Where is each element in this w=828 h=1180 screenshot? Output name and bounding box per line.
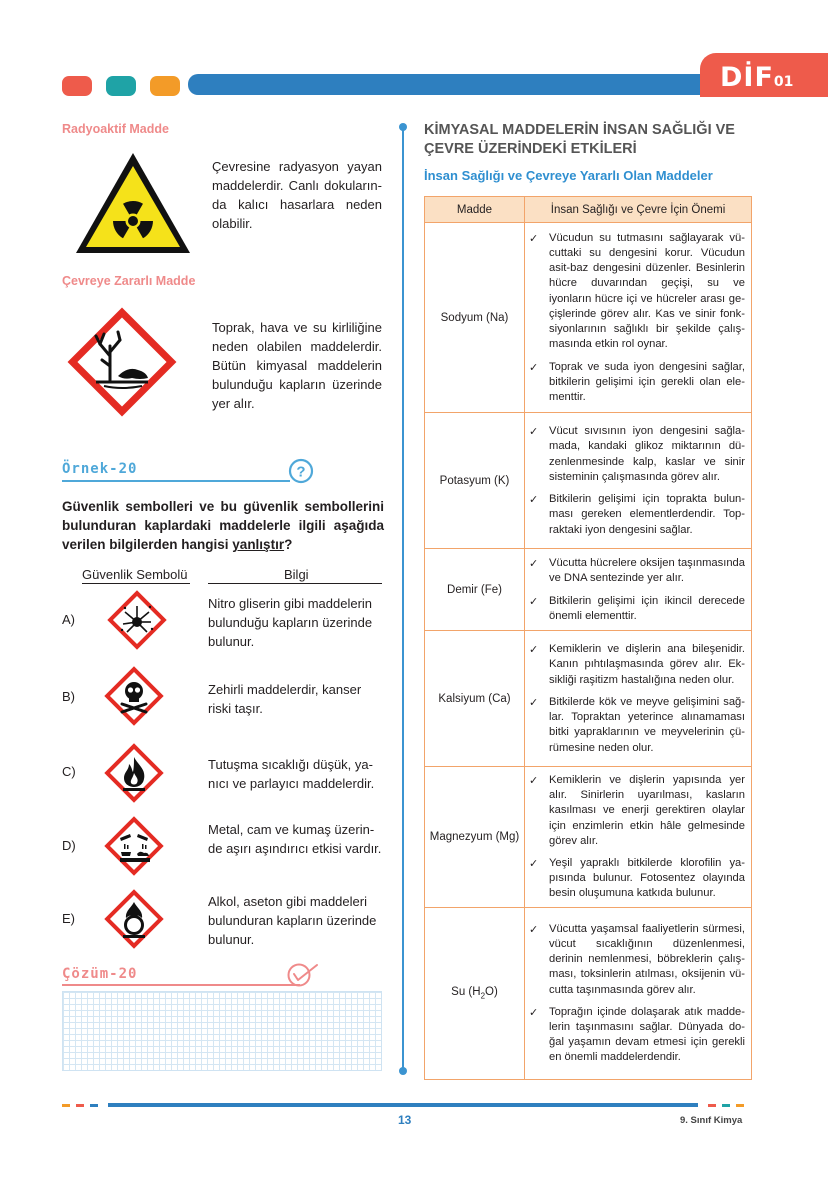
info-cell (525, 631, 752, 767)
footer-dash-red-right (708, 1104, 716, 1107)
item-text: Kemiklerin ve dişlerin yapısında yer alır. Sinirlerin uyarılması, kasların kasılması ve enerji gerektiren olaylar için enzimlerin etkin hâle gelmesinde görev alır. (549, 774, 745, 847)
option-e-text: Alkol, aseton gibi maddeleri bulunduran kapların üzerinde bulunur. (208, 894, 377, 947)
item-text: Toprağın içinde dolaşarak atık maddelerin taşınmasını sağlar. Dünyada doğal yaşamın devam etmesi için gerekli en önemli maddelerdendir. (549, 1005, 745, 1064)
header-square-orange (150, 76, 180, 96)
madde-cell: Potasyum (K) (425, 413, 525, 549)
checkmark-circle-icon (286, 962, 320, 988)
book-title: 9. Sınıf Kimya (680, 1115, 743, 1126)
solution-grid-area (62, 991, 382, 1071)
list-item (529, 360, 745, 406)
info-cell (525, 907, 752, 1079)
option-b-text: Zehirli maddelerdir, kanser riski taşır. (208, 682, 362, 716)
badge-number: 01 (773, 74, 794, 90)
divider-dot-top (399, 123, 407, 131)
option-d-text: Metal, cam ve kumaş üzerinde aşırı aşındırıcı etkisi vardır. (208, 822, 382, 856)
environment-hazard-icon (66, 306, 178, 418)
info-cell (525, 767, 752, 908)
option-e-letter: E) (62, 911, 75, 926)
info-cell (525, 413, 752, 549)
item-text: Toprak ve suda iyon dengesini sağlar, bitkilerin gelişimi için gerekli olan elementtir. (549, 360, 745, 403)
divider-dot-bottom (399, 1067, 407, 1075)
check-icon: ✓ (529, 594, 539, 608)
flame-icon (102, 741, 166, 805)
table-row-kalsiyum (425, 631, 752, 767)
list-item (529, 492, 745, 538)
header-bar (188, 74, 748, 95)
environment-text: Toprak, hava ve su kirliliğine neden olabilen maddelerdir. Bütün kimyasal maddelerin bulunduğu kapların üzerinde yer alır. (212, 320, 382, 411)
table-row-sodyum (425, 223, 752, 413)
list-item (529, 773, 745, 849)
table-row-demir (425, 549, 752, 631)
footer-dash-red (76, 1104, 84, 1107)
list-item (529, 642, 745, 688)
check-icon: ✓ (529, 425, 539, 439)
check-icon: ✓ (529, 231, 539, 245)
list-item (529, 695, 745, 756)
question-mark-icon (288, 458, 314, 484)
header-square-teal (106, 76, 136, 96)
list-item (529, 594, 745, 624)
oxidizer-icon (102, 887, 166, 951)
example-title: Örnek-20 (62, 461, 138, 477)
list-item (529, 231, 745, 353)
radioactive-title: Radyoaktif Madde (62, 122, 169, 136)
madde-cell: Kalsiyum (Ca) (425, 631, 525, 767)
check-icon: ✓ (529, 360, 539, 374)
check-icon: ✓ (529, 643, 539, 657)
footer-dash-blue (90, 1104, 98, 1107)
option-b-letter: B) (62, 689, 75, 704)
list-item (529, 1005, 745, 1066)
header-madde: Madde (425, 197, 525, 223)
column-header-info-line (208, 583, 382, 584)
footer-line (108, 1103, 698, 1107)
corrosive-icon (102, 814, 166, 878)
madde-cell (425, 907, 525, 1079)
madde-cell: Demir (Fe) (425, 549, 525, 631)
check-icon: ✓ (529, 493, 539, 507)
solution-underline (62, 984, 300, 986)
madde-su-pre: Su (H (451, 985, 481, 998)
option-c-text: Tutuşma sıcaklığı düşük, yanıcı ve parlayıcı maddelerdir. (208, 757, 375, 791)
environment-title: Çevreye Zararlı Madde (62, 274, 196, 288)
info-cell (525, 223, 752, 413)
madde-su-post: O) (485, 985, 498, 998)
header-onem: İnsan Sağlığı ve Çevre İçin Önemi (525, 197, 752, 223)
header-square-red (62, 76, 92, 96)
question-text (62, 497, 384, 554)
check-icon: ✓ (529, 922, 539, 936)
question-emphasis: yanlıştır (232, 537, 285, 552)
table-row-magnezyum (425, 767, 752, 908)
list-item (529, 856, 745, 902)
item-text: Bitkilerin gelişimi için ikincil derecede önemli elementtir. (549, 594, 745, 622)
check-icon: ✓ (529, 774, 539, 787)
page-number: 13 (398, 1113, 412, 1127)
option-d-letter: D) (62, 838, 76, 853)
option-a-letter: A) (62, 612, 75, 627)
section-title: KİMYASAL MADDELERİN İNSAN SAĞLIĞI VE ÇEVRE ÜZERİNDEKİ ETKİLERİ (424, 122, 735, 157)
list-item (529, 424, 745, 485)
madde-su-sub: 2 (480, 991, 486, 1001)
option-a-text: Nitro gliserin gibi maddelerin bulunduğu kapların üzerinde bulunur. (208, 596, 373, 649)
column-header-symbol: Güvenlik Sembolü (82, 567, 188, 582)
solution-title: Çözüm-20 (62, 966, 138, 982)
item-text: Vücut sıvısının iyon dengesini sağlamada, kandaki glikoz miktarının düzenlenmesinde kalp, kaslar ve sinir sisteminin çalışmasında görev alır. (549, 425, 745, 483)
option-c-letter: C) (62, 764, 76, 779)
item-text: Yeşil yapraklı bitkilerde klorofilin yapısında bulunur. Fotosentez olayında besin oluşumuna katkıda bulunur. (549, 857, 745, 900)
item-text: Vücutta hücrelere oksijen taşınmasında ve DNA sentezinde yer alır. (549, 557, 745, 585)
example-underline (62, 480, 290, 482)
item-text: Bitkilerin gelişimi için toprakta bulunması gereken elementlerdendir. Topraktaki iyon dengesini sağlar. (549, 493, 745, 536)
footer-dash-orange (62, 1104, 70, 1107)
check-icon: ✓ (529, 1005, 539, 1019)
item-text: Vücutta yaşamsal faaliyetlerin sürmesi, vücut sıcaklığının düzenlenmesi, derinin nemlenmesi, böbreklerin çalışması, toksinlerin atılması, oksijenin vücutta taşınmasında görev alır. (549, 922, 745, 996)
madde-cell: Magnezyum (Mg) (425, 767, 525, 908)
check-icon: ✓ (529, 695, 539, 709)
substances-table (424, 196, 752, 1080)
table-row-su (425, 907, 752, 1079)
info-cell (525, 549, 752, 631)
radioactive-warning-icon (72, 149, 194, 257)
table-row-potasyum (425, 413, 752, 549)
explosive-icon (105, 588, 169, 652)
column-header-info: Bilgi (284, 567, 309, 582)
skull-crossbones-icon (102, 664, 166, 728)
footer-dash-orange-right (736, 1104, 744, 1107)
item-text: Kemiklerin ve dişlerin ana bileşenidir. Kanın pıhtılaşmasında görev alır. Eksikliği raşitizm hastalığına neden olur. (549, 643, 745, 686)
question-main: Güvenlik sembolleri ve bu güvenlik sembollerini bulunduran kaplardaki maddelerle ilgili aşağıda verilen bilgilerden hangisi (62, 499, 384, 552)
list-item (529, 922, 745, 998)
question-end: ? (284, 537, 293, 552)
column-header-symbol-line (82, 583, 190, 584)
check-icon: ✓ (529, 557, 539, 571)
header-badge (720, 62, 793, 93)
list-item (529, 556, 745, 586)
check-icon: ✓ (529, 857, 539, 871)
item-text: Vücudun su tutmasını sağlayarak vücuttaki su dengesini korur. Vücudun asit-baz dengesini düzenler. Besinlerin hücre duvarından geçişi, su ve iyonların hücre içi ve hücreler arası geçişlerinde görev alır. Kas ve sinir fonksiyonlarının sağlıklı bir şekilde çalışmasında etkin rol oynar. (549, 231, 745, 351)
madde-cell: Sodyum (Na) (425, 223, 525, 413)
table-header-row (425, 197, 752, 223)
footer-dash-teal-right (722, 1104, 730, 1107)
badge-label: DİF (720, 62, 774, 93)
svg-text:?: ? (296, 463, 306, 481)
item-text: Bitkilerde kök ve meyve gelişimini sağlar. Topraktan yeterince alınamaması bitki yapraklarının ve meyvelerinin çürümesine neden olur. (549, 695, 745, 754)
column-divider (402, 126, 404, 1071)
section-subtitle: İnsan Sağlığı ve Çevreye Yararlı Olan Maddeler (424, 168, 713, 183)
radioactive-text: Çevresine radyasyon yayan maddelerdir. Canlı dokularında kalıcı hasarlara neden olabilir. (212, 159, 382, 231)
